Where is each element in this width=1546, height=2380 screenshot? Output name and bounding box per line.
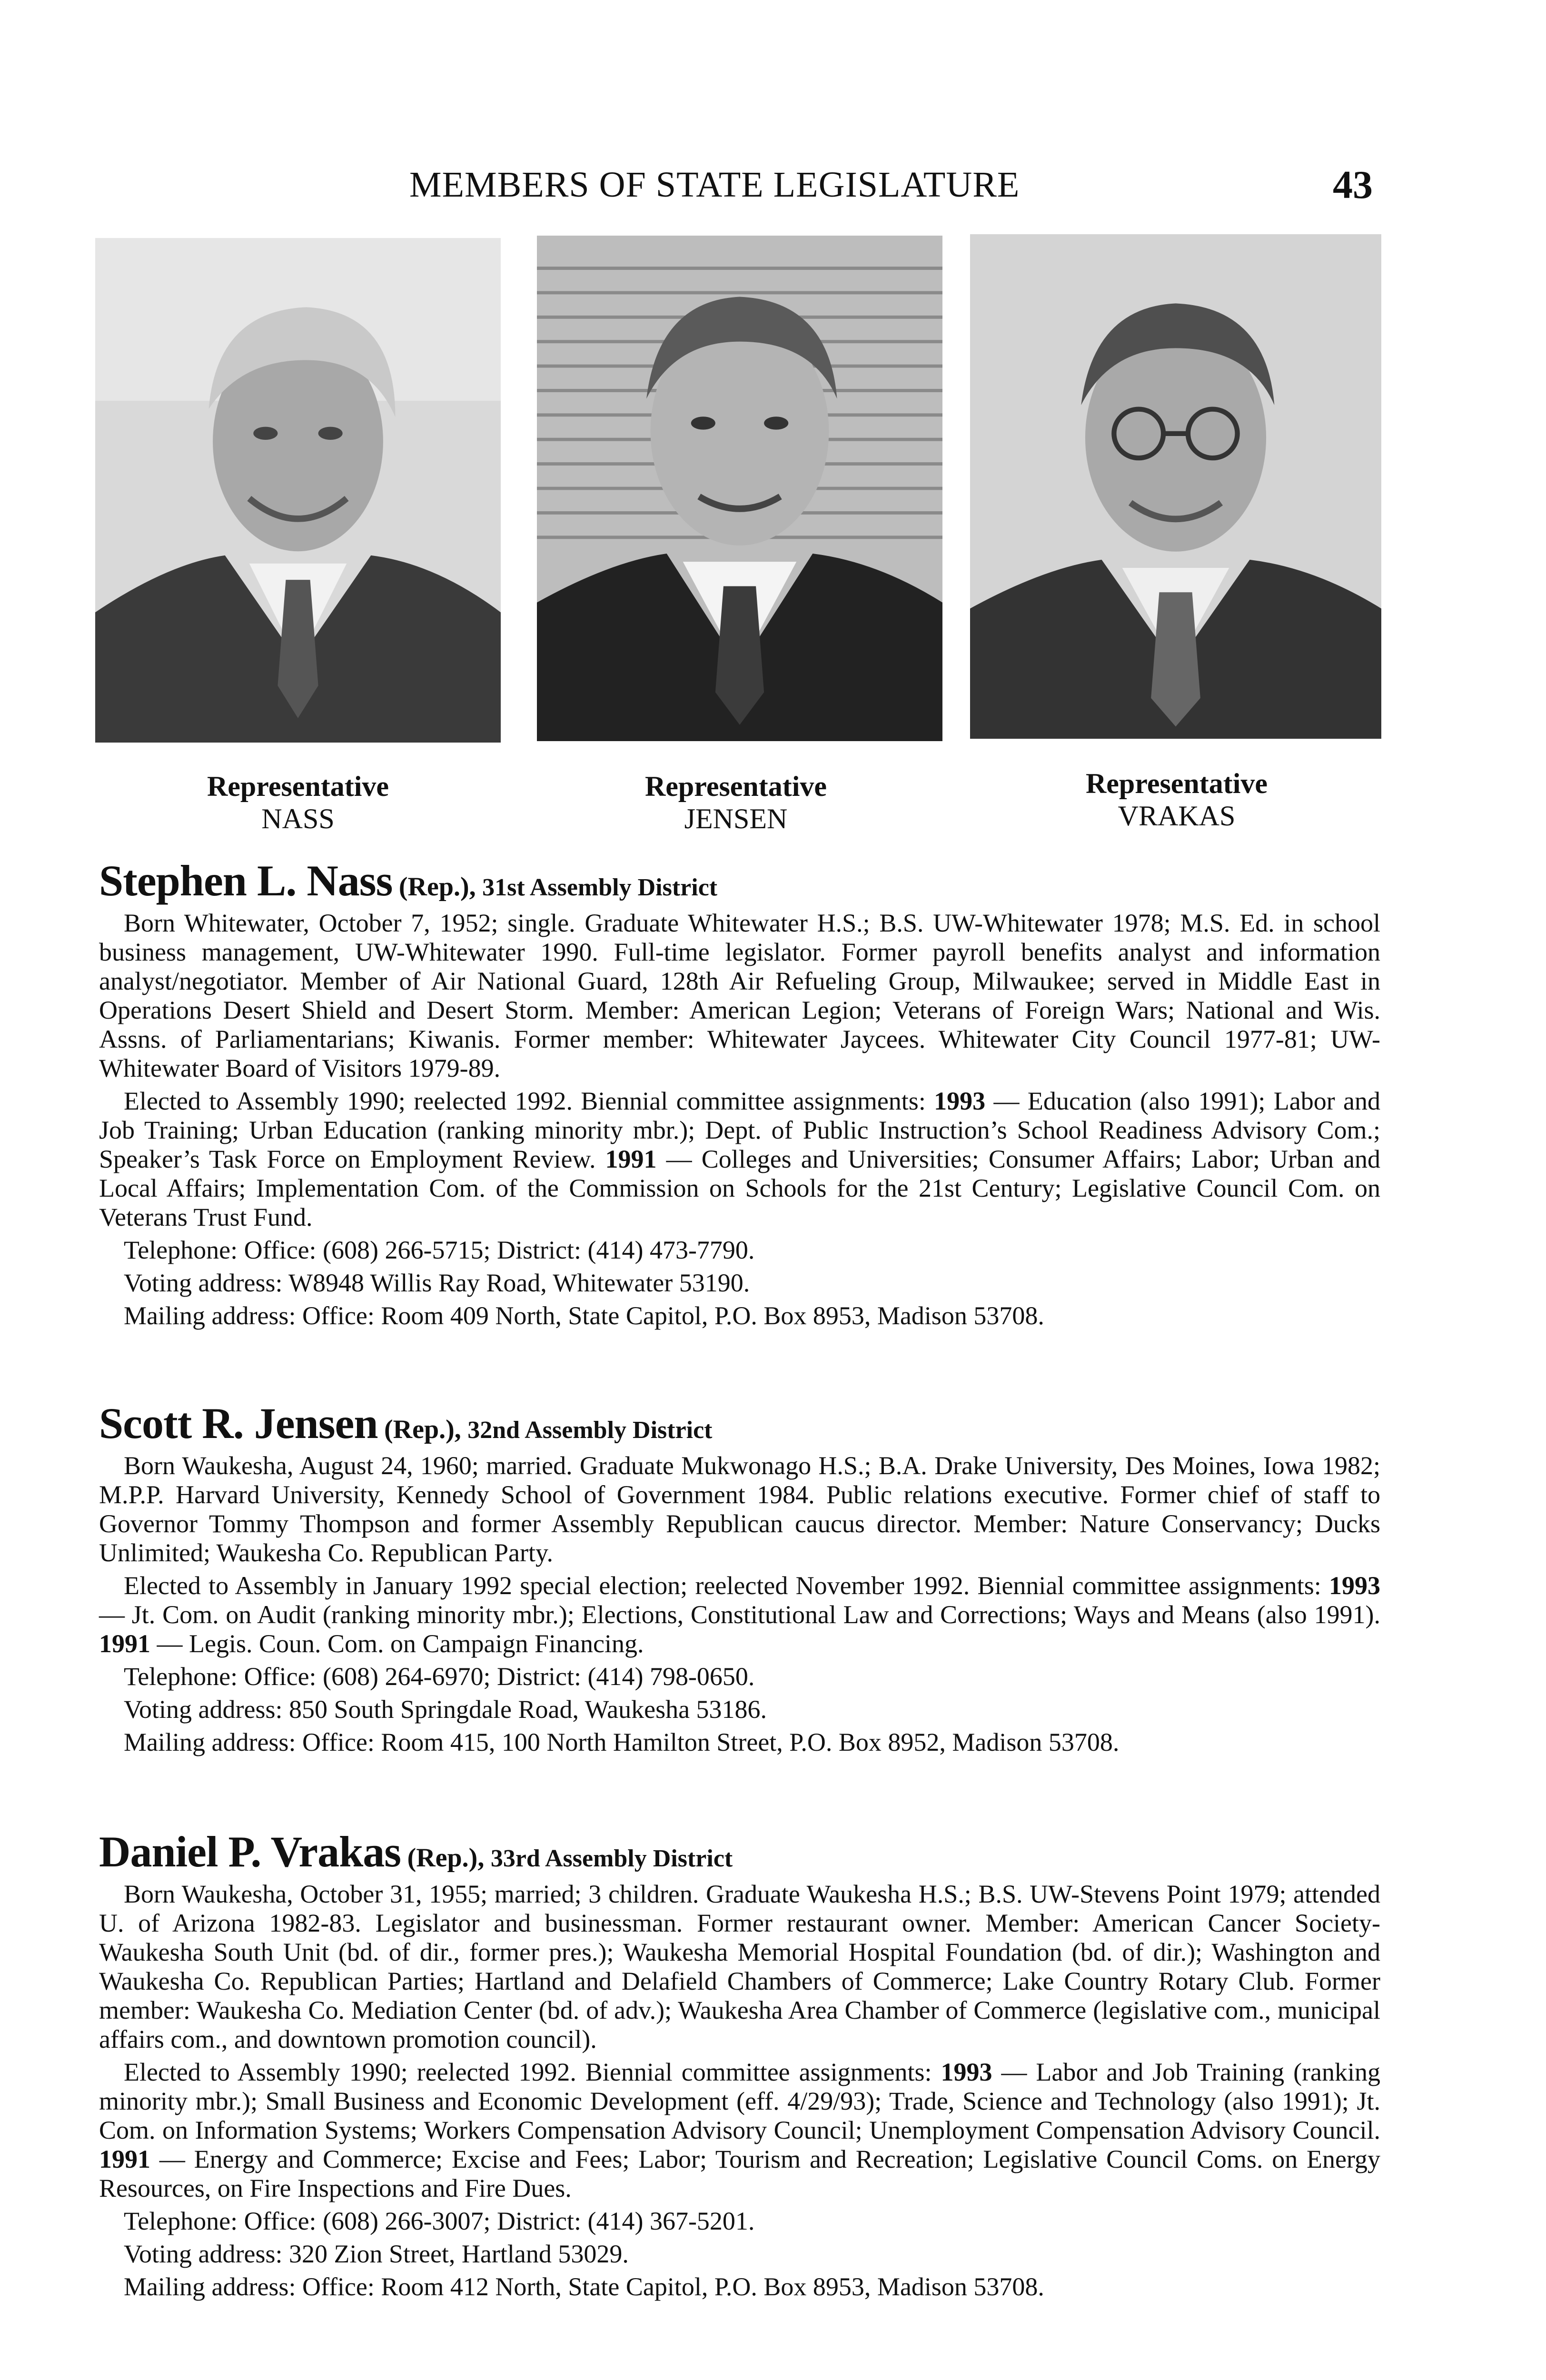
portrait-caption-jensen (569, 770, 902, 835)
bio-heading (99, 1399, 1380, 1450)
portrait-caption-vrakas (1010, 767, 1343, 832)
portrait-image (95, 238, 501, 743)
voting-address-line: Voting address: W8948 Willis Ray Road, Whitewater 53190. (124, 1269, 750, 1297)
elected-text: Elected to Assembly in January 1992 special election; reelected November 1992. Biennial committee assignments: (124, 1571, 1321, 1600)
portrait-photo-nass (95, 238, 501, 743)
year-label: 1991 (99, 2145, 150, 2173)
committee-text: — Jt. Com. on Audit (ranking minority mbr.); Elections, Constitutional Law and Corrections; Ways and Means (also 1991). (99, 1600, 1380, 1629)
running-title: MEMBERS OF STATE LEGISLATURE (409, 165, 1020, 205)
caption-title: Representative (207, 771, 389, 802)
committee-text: — Energy and Commerce; Excise and Fees; Labor; Tourism and Recreation; Legislative Council Coms. on Energy Resources, on Fire Inspections and Fire Dues. (99, 2145, 1380, 2202)
portrait-image (970, 234, 1381, 739)
voting-address-line: Voting address: 320 Zion Street, Hartland 53029. (124, 2240, 629, 2268)
voting-address-line: Voting address: 850 South Springdale Road, Waukesha 53186. (124, 1695, 767, 1724)
portrait-photo-vrakas (970, 234, 1381, 739)
committee-paragraph (99, 1571, 1380, 1658)
mailing-address-line: Mailing address: Office: Room 412 North, State Capitol, P.O. Box 8953, Madison 53708. (124, 2272, 1044, 2301)
member-name: Scott R. Jensen (99, 1399, 378, 1448)
portrait-photo-jensen (537, 236, 942, 741)
committee-text: — Legis. Coun. Com. on Campaign Financing. (157, 1629, 644, 1658)
committee-text: — Labor and Job Training (ranking minority mbr.); Small Business and Economic Development (eff. 4/29/93); Trade, Science and Technology (also 1991); Jt. Com. on Information Systems; Workers Compensation Advisory Council; Unemployment Compensation Advisory Council. (99, 2058, 1381, 2144)
year-label: 1993 (1329, 1571, 1381, 1600)
member-name: Stephen L. Nass (99, 856, 393, 905)
committee-text: — Education (also 1991); Labor and Job Training; Urban Education (ranking minority mbr.); Dept. of Public Instruction’s School Readiness Advisory Com.; Speaker’s Task Force on Employment Review. (99, 1087, 1380, 1173)
bio-nass (99, 856, 1381, 1334)
district-label: 32nd Assembly District (467, 1417, 713, 1444)
caption-name: NASS (261, 803, 335, 834)
background-paragraph: Born Waukesha, October 31, 1955; married; 3 children. Graduate Waukesha H.S.; B.S. UW-Stevens Point 1979; attended U. of Arizona 1982-83. Legislator and businessman. Former restaurant owner. Member: American Cancer Society-Waukesha South Unit (bd. of dir., former pres.); Waukesha Memorial Hospital Foundation (bd. of dir.); Washington and Waukesha Co. Republican Parties; Hartland and Delafield Chambers of Commerce; Lake Country Rotary Club. Former member: Waukesha Co. Mediation Center (bd. of adv.); Waukesha Area Chamber of Commerce (legislative com., municipal affairs com., and downtown promotion council). (99, 1880, 1380, 2053)
portrait-caption-nass (131, 770, 465, 835)
party-label: (Rep.), (407, 1843, 485, 1873)
elected-text: Elected to Assembly 1990; reelected 1992. Biennial committee assignments: (124, 2058, 932, 2086)
background-paragraph: Born Whitewater, October 7, 1952; single. Graduate Whitewater H.S.; B.S. UW-Whitewater 1978; M.S. Ed. in school business management, UW-Whitewater 1990. Full-time legislator. Former payroll benefits analyst and information analyst/negotiator. Member of Air National Guard, 128th Air Refueling Group, Milwaukee; served in Middle East in Operations Desert Shield and Desert Storm. Member: American Legion; Veterans of Foreign Wars; National and Wis. Assns. of Parliamentarians; Kiwanis. Former member: Whitewater Jaycees. Whitewater City Council 1977-81; UW-Whitewater Board of Visitors 1979-89. (99, 909, 1380, 1082)
bio-vrakas (99, 1827, 1381, 2305)
bio-heading (99, 856, 1380, 908)
year-label: 1993 (941, 2058, 992, 2086)
caption-title: Representative (1085, 768, 1268, 799)
caption-name: JENSEN (684, 803, 788, 834)
telephone-line: Telephone: Office: (608) 264-6970; District: (414) 798-0650. (124, 1662, 755, 1691)
background-paragraph: Born Waukesha, August 24, 1960; married. Graduate Mukwonago H.S.; B.A. Drake University, Des Moines, Iowa 1982; M.P.P. Harvard University, Kennedy School of Government 1984. Public relations executive. Former chief of staff to Governor Tommy Thompson and former Assembly Republican caucus director. Member: Nature Conservancy; Ducks Unlimited; Waukesha Co. Republican Party. (99, 1451, 1380, 1567)
party-label: (Rep.), (398, 872, 476, 902)
party-label: (Rep.), (384, 1415, 461, 1444)
bio-jensen (99, 1399, 1381, 1761)
telephone-line: Telephone: Office: (608) 266-3007; District: (414) 367-5201. (124, 2207, 755, 2235)
year-label: 1993 (934, 1087, 986, 1115)
district-label: 33rd Assembly District (490, 1845, 733, 1872)
mailing-address-line: Mailing address: Office: Room 409 North, State Capitol, P.O. Box 8953, Madison 53708. (124, 1301, 1044, 1330)
caption-title: Representative (644, 771, 827, 802)
committee-paragraph (99, 2058, 1380, 2203)
district-label: 31st Assembly District (482, 874, 718, 901)
page-number: 43 (1333, 163, 1373, 207)
caption-name: VRAKAS (1118, 800, 1236, 832)
committee-text: — Colleges and Universities; Consumer Affairs; Labor; Urban and Local Affairs; Implementation Com. of the Commission on Schools for the 21st Century; Legislative Council Com. on Veterans Trust Fund. (99, 1145, 1381, 1231)
year-label: 1991 (605, 1145, 657, 1173)
mailing-address-line: Mailing address: Office: Room 415, 100 North Hamilton Street, P.O. Box 8952, Madison 53708. (124, 1728, 1120, 1756)
bio-heading (99, 1827, 1380, 1879)
portrait-image (537, 236, 942, 741)
year-label: 1991 (99, 1629, 150, 1658)
telephone-line: Telephone: Office: (608) 266-5715; District: (414) 473-7790. (124, 1236, 755, 1264)
member-name: Daniel P. Vrakas (99, 1827, 401, 1876)
committee-paragraph (99, 1087, 1380, 1232)
elected-text: Elected to Assembly 1990; reelected 1992. Biennial committee assignments: (124, 1087, 926, 1115)
